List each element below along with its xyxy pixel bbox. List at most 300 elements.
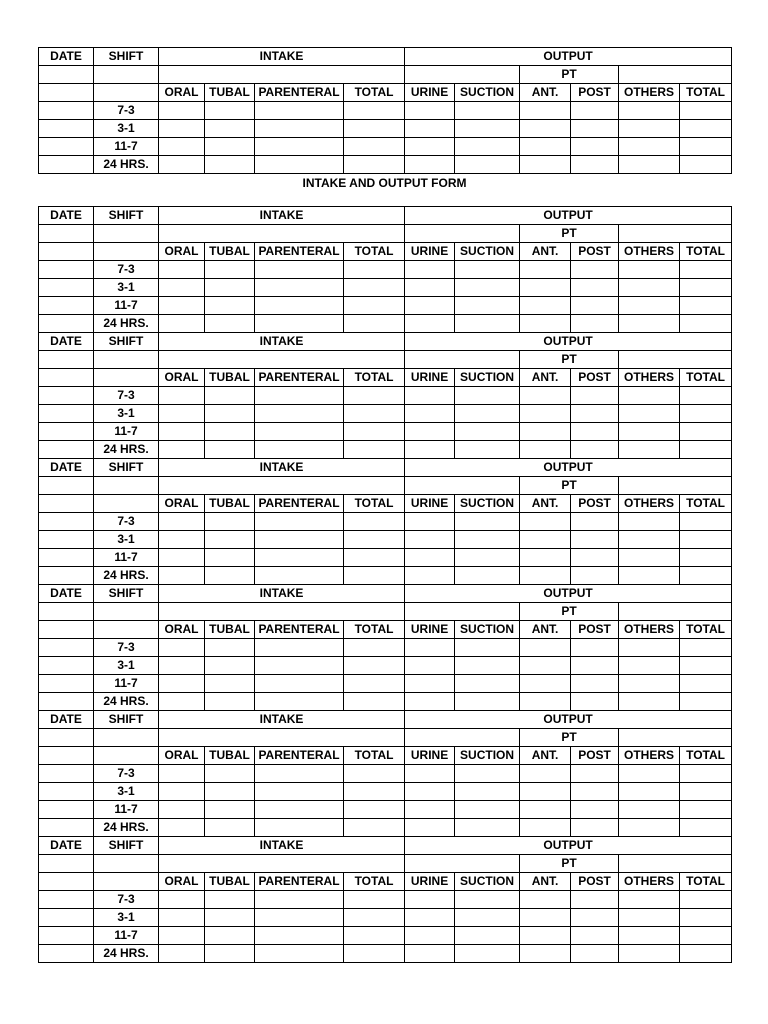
pt-post-cell[interactable] [571, 405, 619, 423]
parenteral-cell[interactable] [255, 102, 344, 120]
intake-total-cell[interactable] [344, 156, 405, 174]
suction-cell[interactable] [455, 531, 520, 549]
parenteral-cell[interactable] [255, 297, 344, 315]
date-cell[interactable] [39, 351, 94, 369]
urine-cell[interactable] [405, 639, 455, 657]
date-cell[interactable] [39, 156, 94, 174]
date-cell[interactable] [39, 693, 94, 711]
pt-ant-cell[interactable] [520, 801, 571, 819]
suction-cell[interactable] [455, 120, 520, 138]
shift-cell[interactable] [94, 855, 159, 873]
shift-cell[interactable] [94, 603, 159, 621]
tubal-cell[interactable] [205, 441, 255, 459]
urine-cell[interactable] [405, 120, 455, 138]
others-cell[interactable] [619, 297, 680, 315]
urine-cell[interactable] [405, 513, 455, 531]
others-cell[interactable] [619, 405, 680, 423]
output-total-cell[interactable] [680, 531, 732, 549]
tubal-cell[interactable] [205, 567, 255, 585]
parenteral-cell[interactable] [255, 549, 344, 567]
others-cell[interactable] [619, 945, 680, 963]
pt-ant-cell[interactable] [520, 567, 571, 585]
suction-cell[interactable] [455, 279, 520, 297]
urine-cell[interactable] [405, 801, 455, 819]
oral-cell[interactable] [159, 261, 205, 279]
parenteral-cell[interactable] [255, 693, 344, 711]
output-total-cell[interactable] [680, 315, 732, 333]
tubal-cell[interactable] [205, 945, 255, 963]
urine-cell[interactable] [405, 102, 455, 120]
pt-ant-cell[interactable] [520, 102, 571, 120]
pt-ant-cell[interactable] [520, 765, 571, 783]
parenteral-cell[interactable] [255, 927, 344, 945]
others-cell[interactable] [619, 819, 680, 837]
others-cell[interactable] [619, 927, 680, 945]
tubal-cell[interactable] [205, 531, 255, 549]
suction-cell[interactable] [455, 819, 520, 837]
pt-post-cell[interactable] [571, 783, 619, 801]
pt-post-cell[interactable] [571, 441, 619, 459]
oral-cell[interactable] [159, 765, 205, 783]
urine-cell[interactable] [405, 261, 455, 279]
pt-ant-cell[interactable] [520, 138, 571, 156]
intake-total-cell[interactable] [344, 693, 405, 711]
pt-post-cell[interactable] [571, 297, 619, 315]
pt-ant-cell[interactable] [520, 909, 571, 927]
oral-cell[interactable] [159, 423, 205, 441]
date-cell[interactable] [39, 783, 94, 801]
date-cell[interactable] [39, 477, 94, 495]
others-cell[interactable] [619, 387, 680, 405]
output-total-cell[interactable] [680, 441, 732, 459]
tubal-cell[interactable] [205, 387, 255, 405]
output-total-cell[interactable] [680, 279, 732, 297]
date-cell[interactable] [39, 729, 94, 747]
date-cell[interactable] [39, 423, 94, 441]
shift-cell[interactable] [94, 873, 159, 891]
pt-post-cell[interactable] [571, 423, 619, 441]
output-total-cell[interactable] [680, 567, 732, 585]
suction-cell[interactable] [455, 639, 520, 657]
suction-cell[interactable] [455, 801, 520, 819]
output-total-cell[interactable] [680, 387, 732, 405]
tubal-cell[interactable] [205, 138, 255, 156]
oral-cell[interactable] [159, 567, 205, 585]
tubal-cell[interactable] [205, 423, 255, 441]
date-cell[interactable] [39, 927, 94, 945]
tubal-cell[interactable] [205, 549, 255, 567]
output-total-cell[interactable] [680, 927, 732, 945]
parenteral-cell[interactable] [255, 315, 344, 333]
date-cell[interactable] [39, 945, 94, 963]
urine-cell[interactable] [405, 531, 455, 549]
suction-cell[interactable] [455, 513, 520, 531]
others-cell[interactable] [619, 657, 680, 675]
suction-cell[interactable] [455, 657, 520, 675]
urine-cell[interactable] [405, 945, 455, 963]
pt-ant-cell[interactable] [520, 261, 571, 279]
pt-post-cell[interactable] [571, 549, 619, 567]
oral-cell[interactable] [159, 279, 205, 297]
pt-post-cell[interactable] [571, 801, 619, 819]
others-cell[interactable] [619, 801, 680, 819]
urine-cell[interactable] [405, 405, 455, 423]
shift-cell[interactable] [94, 621, 159, 639]
date-cell[interactable] [39, 66, 94, 84]
parenteral-cell[interactable] [255, 891, 344, 909]
pt-post-cell[interactable] [571, 120, 619, 138]
pt-ant-cell[interactable] [520, 693, 571, 711]
output-total-cell[interactable] [680, 423, 732, 441]
suction-cell[interactable] [455, 405, 520, 423]
intake-total-cell[interactable] [344, 657, 405, 675]
intake-total-cell[interactable] [344, 927, 405, 945]
parenteral-cell[interactable] [255, 513, 344, 531]
oral-cell[interactable] [159, 102, 205, 120]
intake-total-cell[interactable] [344, 138, 405, 156]
oral-cell[interactable] [159, 531, 205, 549]
parenteral-cell[interactable] [255, 909, 344, 927]
intake-total-cell[interactable] [344, 765, 405, 783]
suction-cell[interactable] [455, 441, 520, 459]
oral-cell[interactable] [159, 138, 205, 156]
output-total-cell[interactable] [680, 297, 732, 315]
date-cell[interactable] [39, 855, 94, 873]
output-total-cell[interactable] [680, 120, 732, 138]
pt-ant-cell[interactable] [520, 387, 571, 405]
date-cell[interactable] [39, 441, 94, 459]
date-cell[interactable] [39, 405, 94, 423]
urine-cell[interactable] [405, 387, 455, 405]
intake-total-cell[interactable] [344, 567, 405, 585]
suction-cell[interactable] [455, 387, 520, 405]
oral-cell[interactable] [159, 549, 205, 567]
pt-post-cell[interactable] [571, 945, 619, 963]
oral-cell[interactable] [159, 657, 205, 675]
suction-cell[interactable] [455, 549, 520, 567]
pt-post-cell[interactable] [571, 531, 619, 549]
tubal-cell[interactable] [205, 315, 255, 333]
pt-ant-cell[interactable] [520, 675, 571, 693]
others-cell[interactable] [619, 891, 680, 909]
others-cell[interactable] [619, 531, 680, 549]
tubal-cell[interactable] [205, 675, 255, 693]
parenteral-cell[interactable] [255, 531, 344, 549]
parenteral-cell[interactable] [255, 819, 344, 837]
date-cell[interactable] [39, 513, 94, 531]
others-cell[interactable] [619, 261, 680, 279]
intake-total-cell[interactable] [344, 279, 405, 297]
tubal-cell[interactable] [205, 405, 255, 423]
tubal-cell[interactable] [205, 261, 255, 279]
intake-total-cell[interactable] [344, 405, 405, 423]
parenteral-cell[interactable] [255, 156, 344, 174]
shift-cell[interactable] [94, 729, 159, 747]
urine-cell[interactable] [405, 297, 455, 315]
pt-post-cell[interactable] [571, 927, 619, 945]
oral-cell[interactable] [159, 639, 205, 657]
date-cell[interactable] [39, 891, 94, 909]
date-cell[interactable] [39, 387, 94, 405]
oral-cell[interactable] [159, 120, 205, 138]
parenteral-cell[interactable] [255, 783, 344, 801]
suction-cell[interactable] [455, 261, 520, 279]
pt-post-cell[interactable] [571, 891, 619, 909]
shift-cell[interactable] [94, 477, 159, 495]
urine-cell[interactable] [405, 138, 455, 156]
pt-post-cell[interactable] [571, 765, 619, 783]
suction-cell[interactable] [455, 891, 520, 909]
pt-ant-cell[interactable] [520, 279, 571, 297]
tubal-cell[interactable] [205, 693, 255, 711]
parenteral-cell[interactable] [255, 567, 344, 585]
pt-ant-cell[interactable] [520, 945, 571, 963]
oral-cell[interactable] [159, 513, 205, 531]
pt-post-cell[interactable] [571, 102, 619, 120]
pt-post-cell[interactable] [571, 261, 619, 279]
shift-cell[interactable] [94, 225, 159, 243]
tubal-cell[interactable] [205, 120, 255, 138]
pt-ant-cell[interactable] [520, 441, 571, 459]
date-cell[interactable] [39, 657, 94, 675]
suction-cell[interactable] [455, 693, 520, 711]
tubal-cell[interactable] [205, 819, 255, 837]
parenteral-cell[interactable] [255, 405, 344, 423]
others-cell[interactable] [619, 783, 680, 801]
intake-total-cell[interactable] [344, 423, 405, 441]
date-cell[interactable] [39, 495, 94, 513]
intake-total-cell[interactable] [344, 639, 405, 657]
intake-total-cell[interactable] [344, 120, 405, 138]
output-total-cell[interactable] [680, 657, 732, 675]
others-cell[interactable] [619, 441, 680, 459]
output-total-cell[interactable] [680, 405, 732, 423]
intake-total-cell[interactable] [344, 909, 405, 927]
output-total-cell[interactable] [680, 156, 732, 174]
output-total-cell[interactable] [680, 819, 732, 837]
pt-post-cell[interactable] [571, 387, 619, 405]
date-cell[interactable] [39, 747, 94, 765]
pt-ant-cell[interactable] [520, 819, 571, 837]
others-cell[interactable] [619, 567, 680, 585]
oral-cell[interactable] [159, 927, 205, 945]
parenteral-cell[interactable] [255, 261, 344, 279]
suction-cell[interactable] [455, 315, 520, 333]
oral-cell[interactable] [159, 315, 205, 333]
date-cell[interactable] [39, 621, 94, 639]
pt-post-cell[interactable] [571, 657, 619, 675]
date-cell[interactable] [39, 765, 94, 783]
suction-cell[interactable] [455, 783, 520, 801]
urine-cell[interactable] [405, 423, 455, 441]
date-cell[interactable] [39, 279, 94, 297]
date-cell[interactable] [39, 84, 94, 102]
suction-cell[interactable] [455, 297, 520, 315]
oral-cell[interactable] [159, 783, 205, 801]
oral-cell[interactable] [159, 675, 205, 693]
pt-post-cell[interactable] [571, 513, 619, 531]
output-total-cell[interactable] [680, 639, 732, 657]
tubal-cell[interactable] [205, 513, 255, 531]
date-cell[interactable] [39, 639, 94, 657]
intake-total-cell[interactable] [344, 261, 405, 279]
oral-cell[interactable] [159, 819, 205, 837]
date-cell[interactable] [39, 675, 94, 693]
pt-post-cell[interactable] [571, 675, 619, 693]
pt-post-cell[interactable] [571, 693, 619, 711]
date-cell[interactable] [39, 549, 94, 567]
suction-cell[interactable] [455, 909, 520, 927]
oral-cell[interactable] [159, 441, 205, 459]
date-cell[interactable] [39, 567, 94, 585]
output-total-cell[interactable] [680, 102, 732, 120]
oral-cell[interactable] [159, 801, 205, 819]
others-cell[interactable] [619, 513, 680, 531]
urine-cell[interactable] [405, 927, 455, 945]
urine-cell[interactable] [405, 819, 455, 837]
others-cell[interactable] [619, 156, 680, 174]
pt-ant-cell[interactable] [520, 423, 571, 441]
others-cell[interactable] [619, 639, 680, 657]
pt-ant-cell[interactable] [520, 639, 571, 657]
shift-cell[interactable] [94, 369, 159, 387]
urine-cell[interactable] [405, 549, 455, 567]
urine-cell[interactable] [405, 657, 455, 675]
suction-cell[interactable] [455, 675, 520, 693]
intake-total-cell[interactable] [344, 315, 405, 333]
output-total-cell[interactable] [680, 783, 732, 801]
tubal-cell[interactable] [205, 801, 255, 819]
date-cell[interactable] [39, 315, 94, 333]
suction-cell[interactable] [455, 567, 520, 585]
parenteral-cell[interactable] [255, 801, 344, 819]
tubal-cell[interactable] [205, 102, 255, 120]
others-cell[interactable] [619, 423, 680, 441]
output-total-cell[interactable] [680, 801, 732, 819]
suction-cell[interactable] [455, 423, 520, 441]
pt-post-cell[interactable] [571, 279, 619, 297]
others-cell[interactable] [619, 120, 680, 138]
urine-cell[interactable] [405, 315, 455, 333]
pt-post-cell[interactable] [571, 567, 619, 585]
tubal-cell[interactable] [205, 765, 255, 783]
oral-cell[interactable] [159, 405, 205, 423]
pt-post-cell[interactable] [571, 639, 619, 657]
pt-ant-cell[interactable] [520, 549, 571, 567]
pt-ant-cell[interactable] [520, 513, 571, 531]
intake-total-cell[interactable] [344, 801, 405, 819]
intake-total-cell[interactable] [344, 531, 405, 549]
urine-cell[interactable] [405, 156, 455, 174]
output-total-cell[interactable] [680, 693, 732, 711]
pt-post-cell[interactable] [571, 315, 619, 333]
pt-ant-cell[interactable] [520, 297, 571, 315]
oral-cell[interactable] [159, 909, 205, 927]
intake-total-cell[interactable] [344, 441, 405, 459]
parenteral-cell[interactable] [255, 765, 344, 783]
others-cell[interactable] [619, 693, 680, 711]
intake-total-cell[interactable] [344, 387, 405, 405]
pt-ant-cell[interactable] [520, 927, 571, 945]
output-total-cell[interactable] [680, 138, 732, 156]
tubal-cell[interactable] [205, 909, 255, 927]
pt-ant-cell[interactable] [520, 783, 571, 801]
pt-ant-cell[interactable] [520, 657, 571, 675]
parenteral-cell[interactable] [255, 441, 344, 459]
intake-total-cell[interactable] [344, 297, 405, 315]
urine-cell[interactable] [405, 783, 455, 801]
parenteral-cell[interactable] [255, 945, 344, 963]
output-total-cell[interactable] [680, 909, 732, 927]
shift-cell[interactable] [94, 747, 159, 765]
date-cell[interactable] [39, 243, 94, 261]
date-cell[interactable] [39, 873, 94, 891]
pt-ant-cell[interactable] [520, 531, 571, 549]
shift-cell[interactable] [94, 351, 159, 369]
parenteral-cell[interactable] [255, 639, 344, 657]
date-cell[interactable] [39, 102, 94, 120]
pt-post-cell[interactable] [571, 156, 619, 174]
intake-total-cell[interactable] [344, 549, 405, 567]
intake-total-cell[interactable] [344, 513, 405, 531]
tubal-cell[interactable] [205, 927, 255, 945]
output-total-cell[interactable] [680, 891, 732, 909]
parenteral-cell[interactable] [255, 657, 344, 675]
tubal-cell[interactable] [205, 657, 255, 675]
urine-cell[interactable] [405, 891, 455, 909]
parenteral-cell[interactable] [255, 387, 344, 405]
pt-ant-cell[interactable] [520, 156, 571, 174]
urine-cell[interactable] [405, 693, 455, 711]
pt-post-cell[interactable] [571, 138, 619, 156]
urine-cell[interactable] [405, 279, 455, 297]
output-total-cell[interactable] [680, 765, 732, 783]
output-total-cell[interactable] [680, 261, 732, 279]
urine-cell[interactable] [405, 567, 455, 585]
others-cell[interactable] [619, 315, 680, 333]
parenteral-cell[interactable] [255, 138, 344, 156]
pt-ant-cell[interactable] [520, 891, 571, 909]
suction-cell[interactable] [455, 765, 520, 783]
date-cell[interactable] [39, 225, 94, 243]
tubal-cell[interactable] [205, 783, 255, 801]
suction-cell[interactable] [455, 927, 520, 945]
oral-cell[interactable] [159, 297, 205, 315]
others-cell[interactable] [619, 279, 680, 297]
parenteral-cell[interactable] [255, 423, 344, 441]
intake-total-cell[interactable] [344, 891, 405, 909]
intake-total-cell[interactable] [344, 783, 405, 801]
date-cell[interactable] [39, 603, 94, 621]
intake-total-cell[interactable] [344, 102, 405, 120]
date-cell[interactable] [39, 909, 94, 927]
urine-cell[interactable] [405, 441, 455, 459]
output-total-cell[interactable] [680, 945, 732, 963]
urine-cell[interactable] [405, 765, 455, 783]
tubal-cell[interactable] [205, 639, 255, 657]
others-cell[interactable] [619, 138, 680, 156]
shift-cell[interactable] [94, 84, 159, 102]
date-cell[interactable] [39, 801, 94, 819]
urine-cell[interactable] [405, 909, 455, 927]
date-cell[interactable] [39, 369, 94, 387]
suction-cell[interactable] [455, 138, 520, 156]
output-total-cell[interactable] [680, 675, 732, 693]
shift-cell[interactable] [94, 66, 159, 84]
pt-post-cell[interactable] [571, 819, 619, 837]
date-cell[interactable] [39, 138, 94, 156]
shift-cell[interactable] [94, 495, 159, 513]
